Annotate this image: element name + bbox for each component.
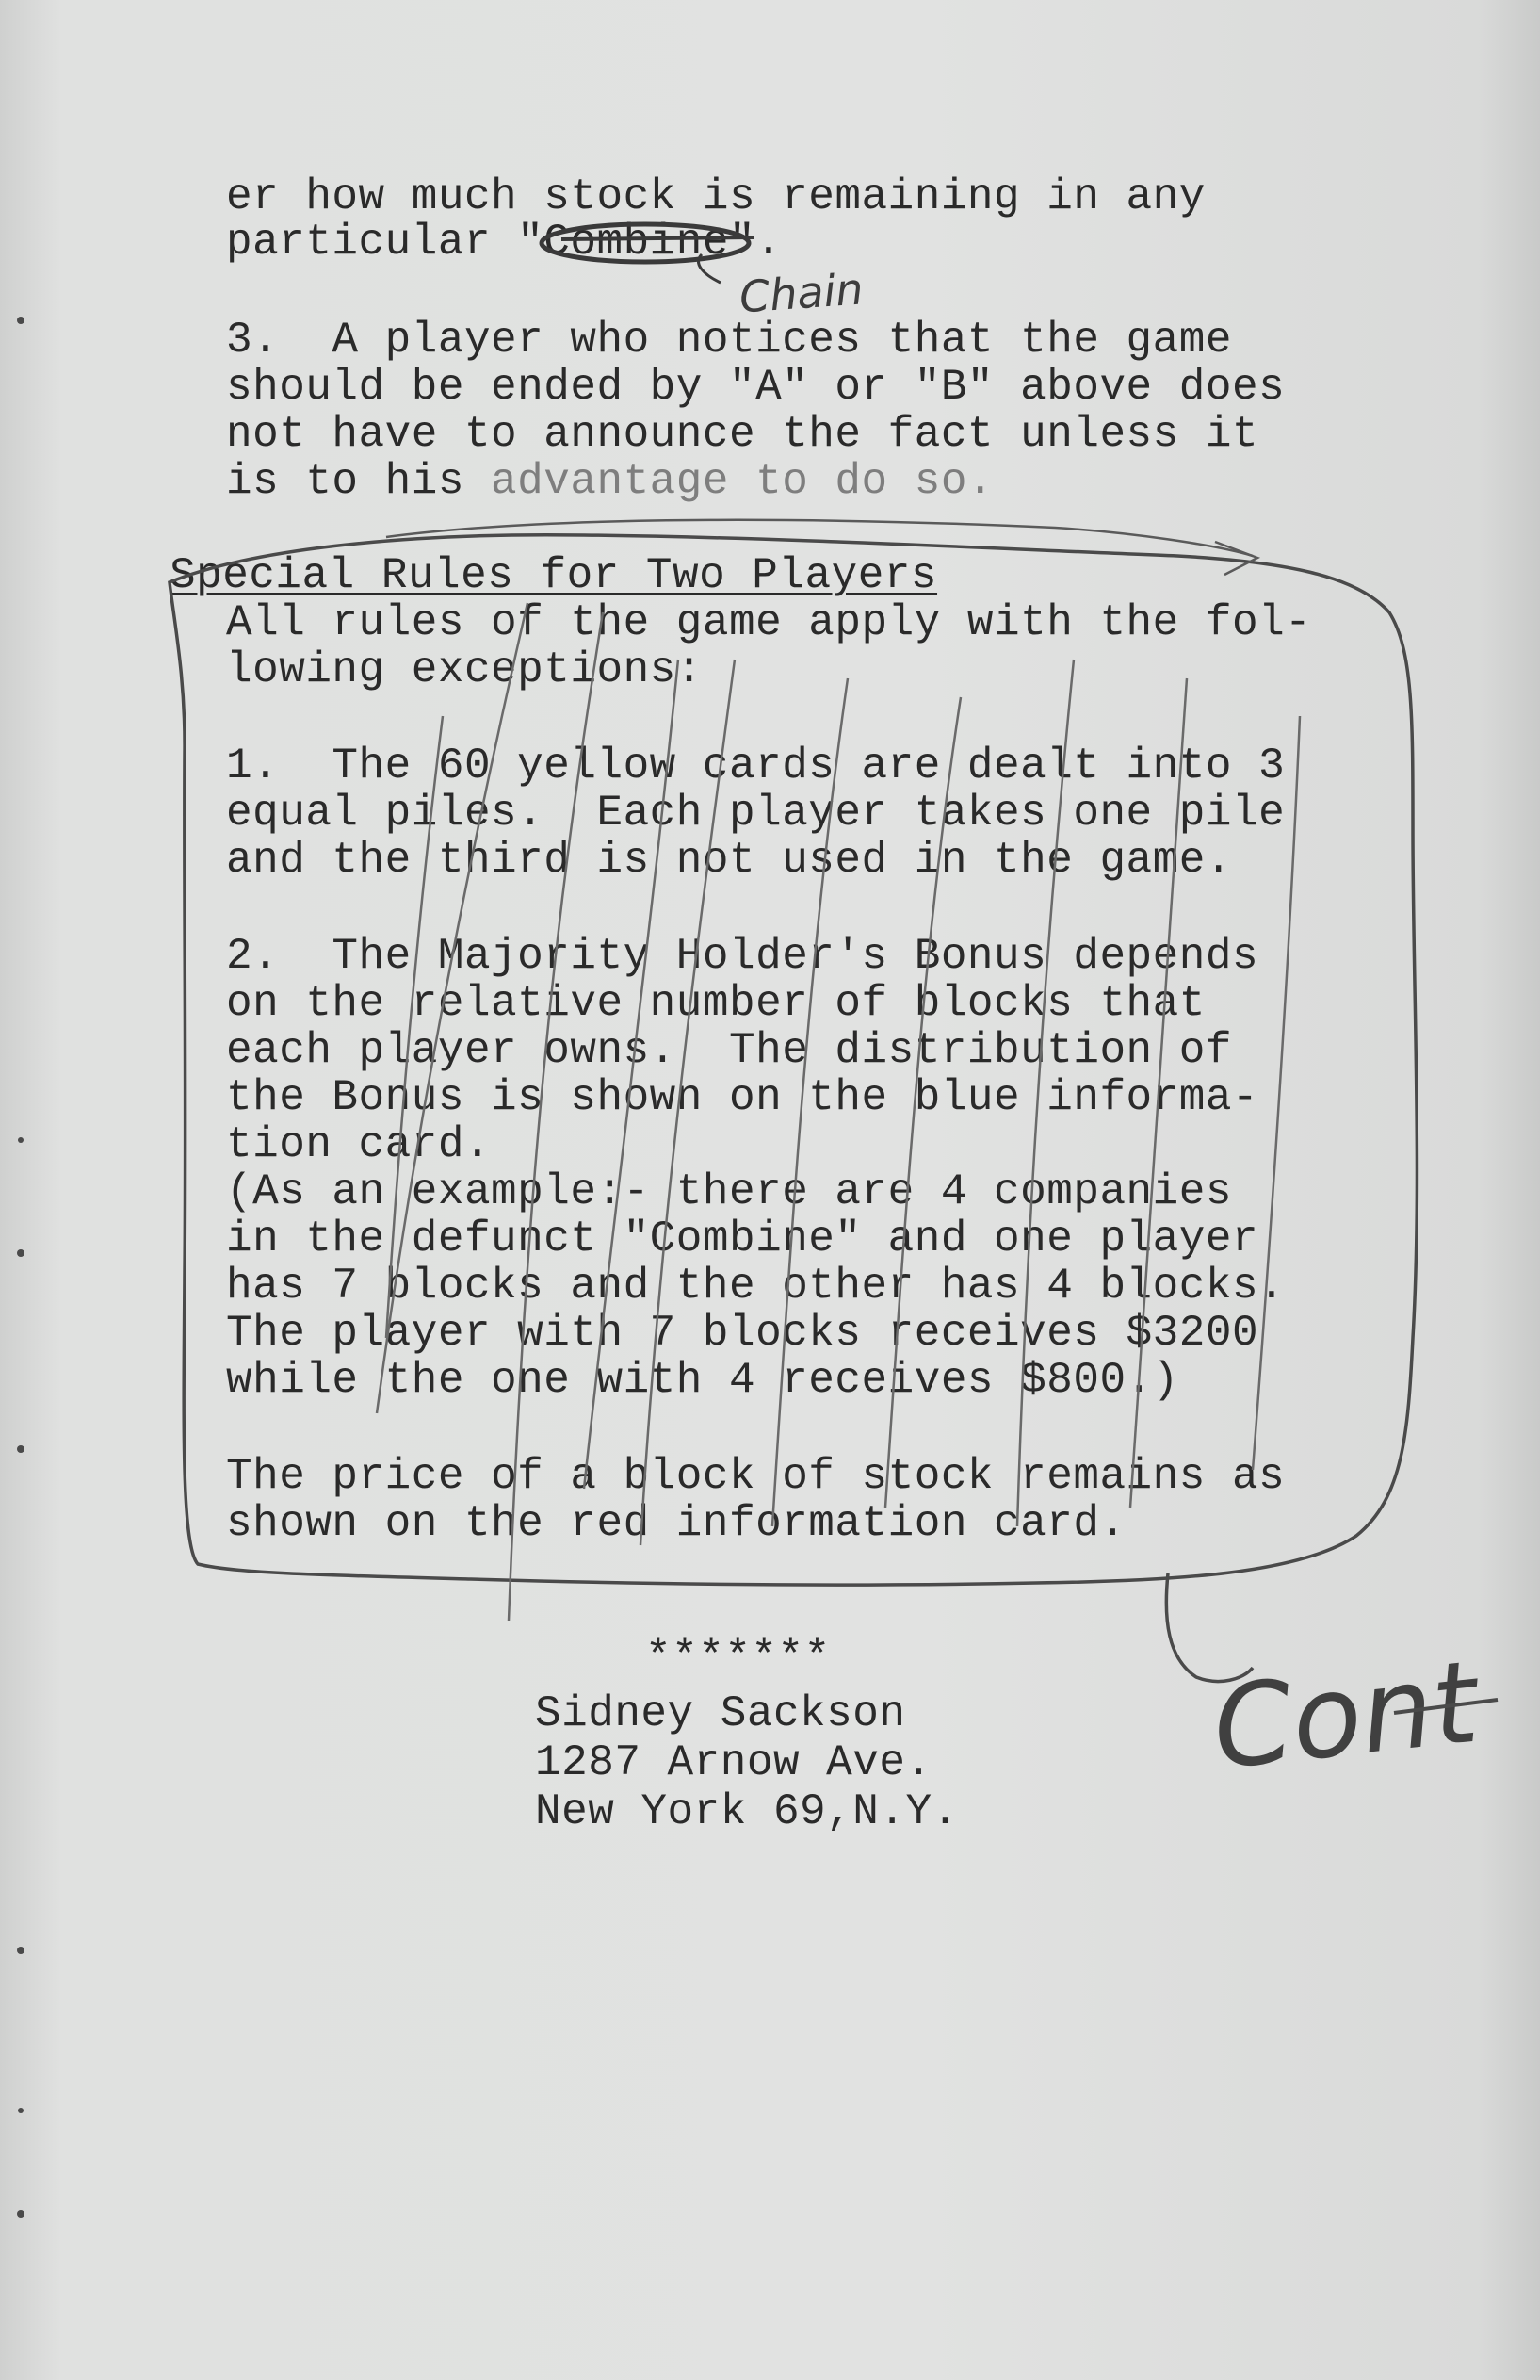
particular-text: particular " — [226, 218, 544, 267]
example-line5: while the one with 4 receives $800.) — [226, 1356, 1179, 1405]
price-line1: The price of a block of stock remains as — [226, 1452, 1286, 1501]
rule3-line2: should be ended by "A" or "B" above does — [226, 363, 1286, 412]
rule2-line2: on the relative number of blocks that — [226, 979, 1206, 1028]
price-line2: shown on the red information card. — [226, 1499, 1127, 1548]
handwritten-chain: Chain — [738, 263, 866, 323]
rule2-line5: tion card. — [226, 1120, 492, 1169]
intro-line2: lowing exceptions: — [226, 645, 703, 694]
rule2-line3: each player owns. The distribution of — [226, 1026, 1232, 1075]
example-line3: has 7 blocks and the other has 4 blocks. — [226, 1262, 1286, 1311]
particular-end: ". — [729, 218, 783, 267]
stars-separator: ******* — [645, 1633, 831, 1682]
cont-leader — [1166, 1573, 1253, 1682]
rule3-line4-faded: advantage to do so. — [491, 457, 995, 506]
rule2-line1: 2. The Majority Holder's Bonus depends — [226, 932, 1259, 981]
rule1-line1: 1. The 60 yellow cards are dealt into 3 — [226, 742, 1286, 791]
rule3-line1: 3. A player who notices that the game — [226, 316, 1232, 365]
rule3-line3: not have to announce the fact unless it — [226, 410, 1259, 459]
section-heading: Special Rules for Two Players — [170, 551, 938, 600]
margin-marks — [17, 317, 24, 2218]
handwritten-cont: Cont — [1207, 1637, 1483, 1796]
struck-combine: Combine — [543, 218, 729, 267]
circle-mark — [542, 224, 749, 262]
rule2-line4: the Bonus is shown on the blue informa- — [226, 1073, 1259, 1122]
cont-crossbar — [1394, 1700, 1498, 1713]
intro-line1: All rules of the game apply with the fol- — [226, 598, 1312, 647]
strike-through-lines — [377, 603, 1300, 1621]
example-line4: The player with 7 blocks receives $3200 — [226, 1309, 1259, 1358]
rule1-line2: equal piles. Each player takes one pile — [226, 789, 1286, 838]
example-line2: in the defunct "Combine" and one player — [226, 1214, 1259, 1263]
strike-mark — [561, 237, 754, 239]
signature-street: 1287 Arnow Ave. — [535, 1738, 932, 1787]
signature-name: Sidney Sackson — [535, 1689, 906, 1738]
rule3-line4-text: is to his — [226, 457, 492, 506]
box-top-stroke — [386, 520, 1253, 556]
signature-city: New York 69,N.Y. — [535, 1787, 959, 1836]
box-outline — [170, 535, 1417, 1585]
rule1-line3: and the third is not used in the game. — [226, 836, 1232, 885]
continued-line: er how much stock is remaining in any — [226, 172, 1206, 221]
example-line1: (As an example:- there are 4 companies — [226, 1167, 1232, 1216]
